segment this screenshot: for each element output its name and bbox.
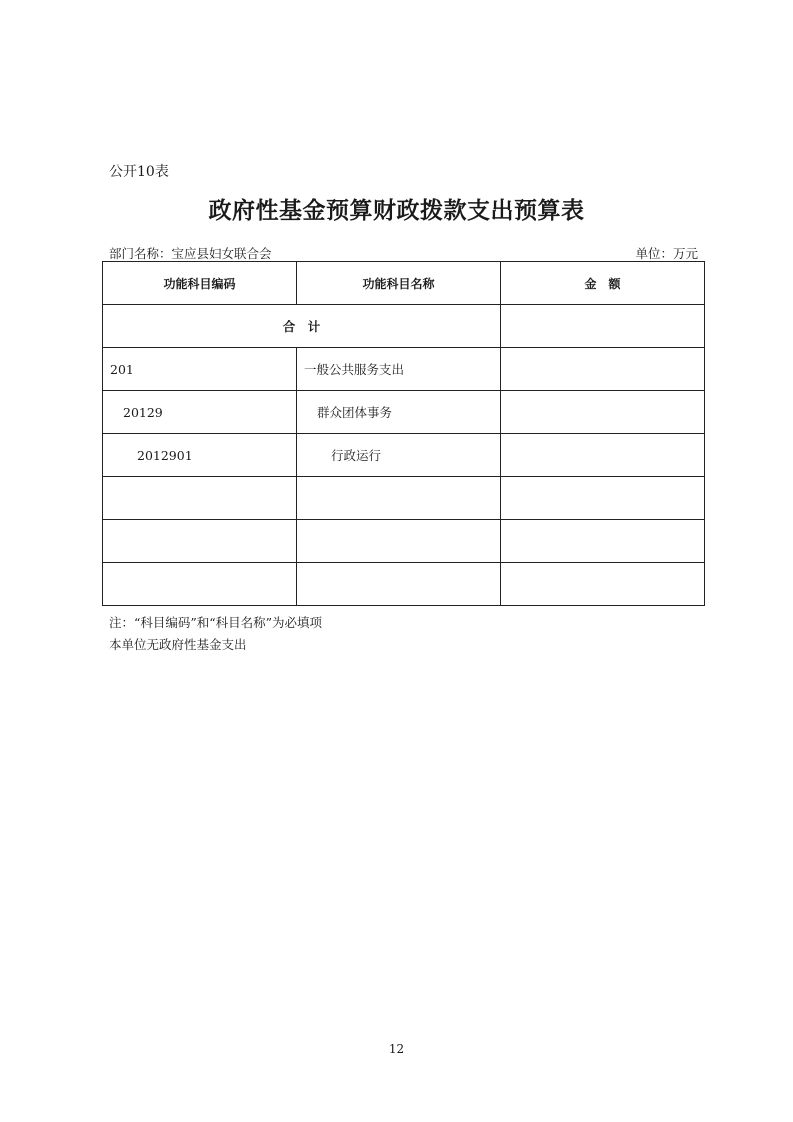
table-row (103, 520, 705, 563)
table-header-row (103, 262, 705, 305)
page-number: 12 (388, 1042, 405, 1056)
total-row (103, 305, 705, 348)
row-amount (501, 391, 705, 434)
row-code: 20129 (103, 391, 297, 434)
budget-table (102, 261, 705, 606)
table-row (103, 434, 705, 477)
row-amount (501, 348, 705, 391)
table-row (103, 348, 705, 391)
table-number-label: 公开10表 (109, 164, 169, 180)
department-name: 部门名称：宝应县妇女联合会 (109, 246, 272, 261)
row-amount (501, 434, 705, 477)
meta-row (109, 244, 698, 262)
total-amount (501, 305, 705, 348)
row-name: 群众团体事务 (297, 391, 501, 434)
footnote-required-fields: 注：“科目编码”和“科目名称”为必填项 (109, 615, 323, 630)
row-name: 行政运行 (297, 434, 501, 477)
page-title: 政府性基金预算财政拨款支出预算表 (208, 197, 585, 224)
total-label: 合 计 (103, 305, 501, 348)
table-row (103, 391, 705, 434)
row-code (103, 563, 297, 606)
row-name (297, 520, 501, 563)
row-code (103, 520, 297, 563)
row-amount (501, 520, 705, 563)
row-code: 201 (103, 348, 297, 391)
header-name: 功能科目名称 (297, 262, 501, 305)
header-amount: 金 额 (501, 262, 705, 305)
row-name: 一般公共服务支出 (297, 348, 501, 391)
row-code: 2012901 (103, 434, 297, 477)
row-amount (501, 563, 705, 606)
row-code (103, 477, 297, 520)
unit-label: 单位：万元 (635, 246, 698, 261)
table-row (103, 563, 705, 606)
row-name (297, 477, 501, 520)
row-amount (501, 477, 705, 520)
footnote-no-expenditure: 本单位无政府性基金支出 (109, 637, 247, 652)
table-row (103, 477, 705, 520)
header-code: 功能科目编码 (103, 262, 297, 305)
row-name (297, 563, 501, 606)
